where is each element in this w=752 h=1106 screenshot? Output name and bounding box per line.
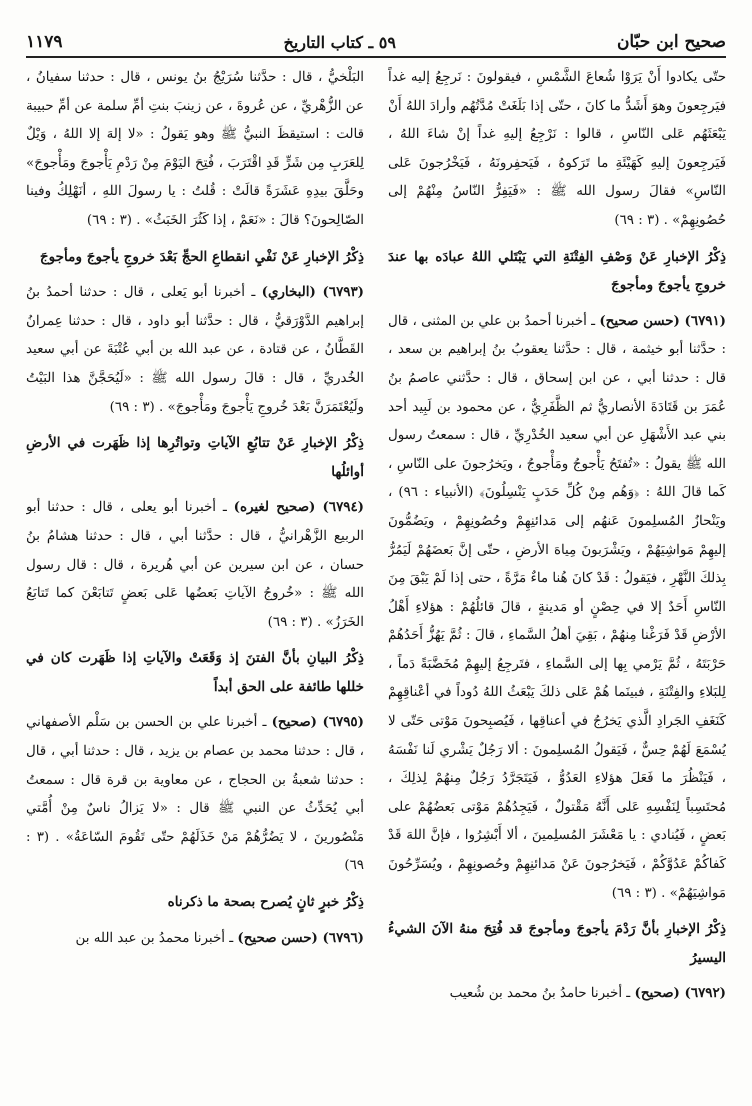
section-heading: ذِكْرُ الإخبارِ بأنَّ رَدْمَ يأجوجَ ومأجوجَ قد فُتِحَ منهُ الآنَ الشيءُ اليسيرُ [388,921,726,966]
hadith-entry [26,278,364,422]
hadith-text: ـ أخبرنا حامدُ بنُ محمد بن شُعيب [449,986,631,1002]
hadith-text: ـ أخبرنا أحمدُ بن علي بن المثنى ، قال : حدَّثنا أبو خيثمة ، قال : حدَّثنا يعقوبُ بنُ إبراهيم بن سعد ، قال : حدثنا أبي ، عن ابن إسحاق ، قال : حدَّثني عاصمُ بنُ عُمَرَ بن قَتَادَةَ الأنصاريُّ ثم الظَّفَرِيُّ ، عن محمود بن لَبِيد أحد بني عبد الأَشْهَلِ عن أبي سعيد الخُدْرِيِّ ، قال : سمعتُ رسول الله ﷺ يقولُ : «تُفتَحُ يَأْجوجُ ومَأْجوجُ ، ويَخرُجونَ على النّاسِ ، كَما قالَ اللهُ : ﴿وَهُم مِنْ كُلِّ حَدَبٍ يَنْسِلُونَ﴾ (الأنبياء : ٩٦) ، ويَنْحازُ المُسلِمونَ عَنهُم إلى مَدائنِهِمْ وحُصُونِهِمْ ، ويَضُمُّونَ إليهِمْ مَواشِيَهُمْ ، ويَشْرَبونَ مِياهَ الأرضِ ، حتّى إنَّ بَعضَهُمْ لَيَمُرُّ بِذلكَ النَّهْرِ ، فيَقولُ : قَدْ كانَ هُنا ماءٌ مَرَّةً ، حتى إذا لَمْ يَبْقَ مِنَ النّاسِ أَحَدٌ إلا في حِصْنٍ أو مَدينةٍ ، قالَ قائلُهُمْ : هؤلاءِ أَهْلُ الأرْضِ قَدْ فَرَغْنا مِنهُمْ ، بَقِيَ أهلُ السَّماءِ ، قالَ : ثُمَّ يَهُزُّ أَحَدُهُمْ حَرْبَتَهُ ، ثُمَّ يَرْمي بِها إلى السَّماءِ ، فتَرجِعُ إليهِمْ مُخَضَّبَةً دَماً ، لِلبَلاءِ والفِتْنَةِ ، فبينَما هُمْ عَلى ذلكَ يَبْعَثُ اللهُ دُوداً في أعْناقِهِمْ كَنَغَفِ الجَرادِ الَّذي يَخرُجُ في أعناقِها ، فَيُصبِحونَ مَوْتى حَتّى لا يُسْمَعَ لَهُمْ حِسٌّ ، فَيَقولُ المُسلِمونَ : ألا رَجُلٌ يَشْري لَنا نَفْسَهُ ، فَيَنْظُرَ ما فَعَلَ هؤلاءِ العَدُوُّ ، فَيَتَجَرَّدُ رَجُلٌ مِنهُمْ لِذلِكَ ، مُحتَسِباً لِنَفْسِهِ عَلى أَنَّهُ مَقْتولٌ ، فَيَجِدُهُمْ مَوْتى بَعضُهُمْ على بَعضٍ ، فَيُنادي : يا مَعْشَرَ المُسلِمينَ ، ألا أَبْشِرُوا ، فإنَّ اللهَ قَدْ كَفاكُمْ عَدُوَّكُمْ ، فَيَخرُجونَ عَنْ مَدائنِهِمْ وحُصونِهِمْ ، ويُسَرِّحُونَ مَواشِيَهُمْ» . (٣ : ٦٩) [388,313,726,901]
section-heading: ذِكْرُ خبرٍ ثانٍ يُصرح بصحة ما ذكرناه [167,894,364,911]
hadith-number: (٦٧٩٥) (صحيح) [271,714,364,731]
body-paragraph: حتّى يكادوا أَنْ يَرَوْا شُعاعَ الشَّمْسِ ، فيقولونَ : نَرجِعُ إليه غداً فيَرجِعونَ وهوَ أَشَدُّ ما كانَ ، حتّى إذا بَلَغَتْ مُدَّتُهُم وأرادَ اللهُ أَنْ يَبْعَثَهُم عَلى النّاسِ ، قالوا : نَرْجِعُ إليهِ غداً إنْ شاءَ اللهُ ، فَيَرجِعونَ إليهِ كَهَيْئَةِ ما تَرَكوهُ ، فَيَحفِرونَهُ ، فَيَخْرُجونَ عَلى النّاسِ» فقالَ رسول الله ﷺ : «فَيَفِرُّ النّاسُ مِنْهُمْ إلى حُصُونِهِمْ» . (٣ : ٦٩) [388,70,726,228]
hadith-entry [26,924,364,954]
hadith-number: (٦٧٩٤) (صحيح لغيره) [233,499,364,516]
hadith-text: ـ أخبرنا أبو يعلى ، قال : حدثنا أبو الربيع الزَّهْرانيُّ ، قال : حدَّثنا أبي ، قال : حدثنا هشامُ بنُ حسان ، عن ابن سيرين عن أبي هُريرة ، قال : قال رسول الله ﷺ : «خُروجُ الآياتِ بَعضُها عَلى بَعضٍ تَتابَعْنَ كما تَتابَعُ الخَرَزُ» . (٣ : ٦٩) [26,500,364,630]
chapter-title: ٥٩ ـ كتاب التاريخ [283,33,396,52]
section-heading: ذِكْرُ الإخبارِ عَنْ تتابُعِ الآياتِ وتواتُرِها إذا ظَهَرت في الأرضِ أوائلُها [26,435,364,480]
hadith-text: ـ أخبرنا محمدُ بن عبد الله بن [75,930,234,946]
section-heading: ذِكْرُ الإخبارِ عَنْ نَفْيِ انقطاعِ الحجِّ بَعْدَ خروجِ يأجوجَ ومأجوجَ [39,248,364,265]
hadith-text: ـ أخبرنا علي بن الحسن بن سَلْم الأصفهاني ، قال : حدثنا محمد بن عصام بن يزيد ، قال : حدثنا أبي ، قال : حدثنا شعبةُ بن الحجاج ، عن معاوية بن قرة قال : سمعتُ أبي يُحَدِّثُ عن النبي ﷺ قال : «لا يَزالُ ناسٌ مِنْ أُمَّتي مَنْصُورينَ ، لا يَضُرُّهُمْ مَنْ خَذَلَهُمْ حتّى تَقُومَ السّاعَةُ» . (٣ : ٦٩) [26,715,364,874]
right-column [388,64,726,1096]
page-header [26,10,726,58]
hadith-entry [26,493,364,637]
hadith-number: (٦٧٩٣) (البخاري) [261,284,364,301]
body-paragraph: البَلْخيُّ ، قال : حدَّثنا سُرَيْجُ بنُ يونس ، قال : حدثنا سفيانُ ، عن الزُّهْريِّ ، عن عُروةَ ، عن زينبَ بنتِ أمِّ سلمة عن أمِّ حبيبة قالت : استيقظَ النبيُّ ﷺ وهو يَقولُ : «لا إلهَ إلا اللهُ ، وَيْلٌ لِلعَرَبِ مِن شَرٍّ قَدِ اقْتَرَبَ ، فُتِحَ اليَوْمَ مِنْ رَدْمِ يَأْجوجَ ومَأْجوجَ» وحَلَّقَ بيدِهِ عَشَرَةً قالَتْ : قُلتُ : يا رسولَ اللهِ ، أنَهْلِكُ وفينا الصّالِحونَ؟ قالَ : «نَعَمْ ، إذا كَثُرَ الخَبَثُ» . (٣ : ٦٩) [26,70,364,228]
hadith-number: (٦٧٩١) (حسن صحيح) [599,312,726,329]
page-number: ١١٧٩ [26,32,63,52]
hadith-number: (٦٧٩٢) (صحيح) [634,985,726,1002]
section-heading: ذِكْرُ الإخبارِ عَنْ وَصْفِ الفِتْنَةِ التي يَبْتَلي اللهُ عبادَه بها عندَ خروجِ يأجوجَ ومأجوجَ [388,248,726,294]
hadith-text: ـ أخبرنا أبو يَعلى ، قال : حدثنا أحمدُ بنُ إبراهيم الدَّوْرَقيُّ ، قال : حدَّثنا أبو داود ، قال : حدثنا عِمرانُ القَطَّانُ ، عن قتادة ، عن عبد الله بن أبي عُتْبَةَ عن أبي سعيد الخُدريِّ ، قال : قالَ رسول الله ﷺ : «لَيُحَجَّنَّ هذا البَيْتُ ولَيُعْتَمَرَنَّ بَعْدَ خُروجِ يَأْجوجَ ومَأْجوجَ» . (٣ : ٦٩) [26,285,364,415]
left-column [26,64,364,1096]
hadith-entry [26,708,364,881]
hadith-entry [388,307,726,908]
hadith-number: (٦٧٩٦) (حسن صحيح) [237,929,364,946]
text-columns [26,64,726,1096]
book-title: صحيح ابن حبّان [616,32,726,52]
hadith-entry [388,979,726,1009]
section-heading: ذِكْرُ البيانِ بأنَّ الفتنَ إذ وَقَعَتْ والآياتِ إذا ظَهَرت كان في خللها طائفة على الحق أبداً [26,650,364,695]
